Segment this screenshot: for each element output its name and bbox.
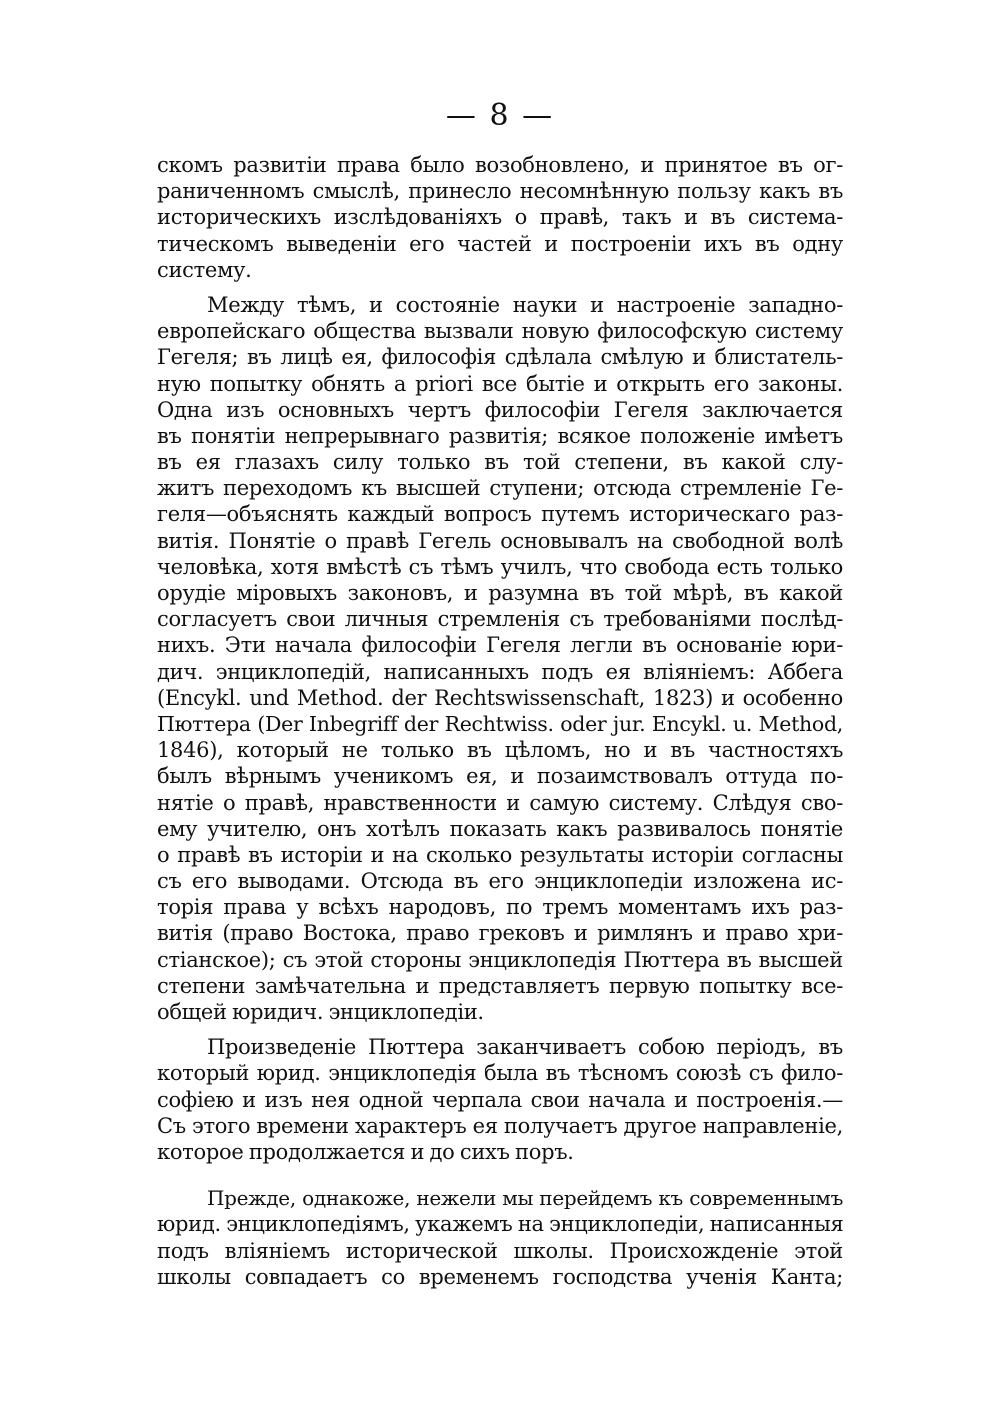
- text-line: согласуетъ свои личныя стремленія съ требованіями послѣд-: [157, 607, 843, 632]
- text-line: витія. Понятіе о правѣ Гегель основывалъ на свободной волѣ: [157, 528, 843, 553]
- paragraph: [157, 152, 843, 283]
- text-line: систему.: [157, 257, 252, 282]
- text-line: съ его выводами. Отсюда въ его энциклопедіи изложена ис-: [157, 869, 843, 894]
- text-line: ему учителю, онъ хотѣлъ показать какъ развивалось понятіе: [157, 816, 843, 841]
- text-line: дич. энциклопедій, написанныхъ подъ ея вліяніемъ: Аббега: [157, 659, 843, 684]
- text-line: 1846), который не только въ цѣломъ, но и въ частностяхъ: [157, 738, 843, 763]
- paragraph-gap: [157, 1025, 843, 1034]
- paragraph-gap: [157, 283, 843, 292]
- text-line: скомъ развитіи права было возобновлено, и принятое въ ог-: [157, 153, 843, 177]
- text-line: подъ вліяніемъ исторической школы. Происхожденіе этой: [157, 1238, 843, 1263]
- text-line: Произведеніе Пюттера заканчиваетъ собою періодъ, въ: [207, 1035, 843, 1060]
- text-line: Между тѣмъ, и состояніе науки и настроеніе западно-: [207, 292, 843, 317]
- text-line: Прежде, однакоже, нежели мы перейдемъ къ современнымъ: [207, 1186, 843, 1211]
- text-line: геля—объяснять каждый вопросъ путемъ историческаго раз-: [157, 502, 843, 527]
- text-line: о правѣ въ исторіи и на сколько результаты исторіи согласны: [157, 842, 843, 867]
- text-line: нятіе о правѣ, нравственности и самую систему. Слѣдуя сво-: [157, 790, 843, 815]
- text-line: софіею и изъ нея одной черпала свои начала и построенія.—: [157, 1087, 843, 1112]
- text-line: человѣка, хотя вмѣстѣ съ тѣмъ училъ, что свобода есть только: [157, 554, 843, 579]
- text-line: въ понятіи непрерывнаго развитія; всякое положеніе имѣетъ: [157, 423, 843, 448]
- text-line: стіанское); съ этой стороны энциклопедія Пюттера въ высшей: [157, 947, 843, 972]
- text-line: тическомъ выведеніи его частей и построеніи ихъ въ одну: [157, 231, 843, 256]
- paragraph-gap: [157, 1165, 843, 1185]
- text-line: торія права у всѣхъ народовъ, по тремъ моментамъ ихъ раз-: [157, 895, 843, 920]
- text-line: школы совпадаетъ со временемъ господства ученія Канта;: [157, 1264, 843, 1289]
- text-line: витія (право Востока, право грековъ и римлянъ и право хри-: [157, 921, 843, 946]
- text-line: юрид. энциклопедіямъ, укажемъ на энциклопедіи, написанныя: [157, 1212, 844, 1237]
- text-line: раниченномъ смыслѣ, принесло несомнѣнную пользу какъ въ: [157, 179, 843, 204]
- text-line: который юрид. энциклопедія была въ тѣсномъ союзѣ съ фило-: [157, 1061, 843, 1086]
- text-line: нихъ. Эти начала философіи Гегеля легли въ основаніе юри-: [157, 633, 843, 658]
- text-line: Гегеля; въ лицѣ ея, философія сдѣлала смѣлую и блистатель-: [157, 345, 843, 370]
- text-line: (Encykl. und Method. der Rechtswissenschaft, 1823) и особенно: [157, 685, 843, 710]
- paragraph: [157, 292, 843, 1025]
- text-line: Одна изъ основныхъ чертъ философіи Гегеля заключается: [157, 397, 843, 422]
- text-line: степени замѣчательна и представляетъ первую попытку все-: [157, 973, 843, 998]
- text-line: орудіе міровыхъ законовъ, и разумна въ той мѣрѣ, въ какой: [157, 581, 843, 605]
- text-line: ную попытку обнять a priori все бытіе и открыть его законы.: [157, 371, 843, 396]
- text-line: былъ вѣрнымъ ученикомъ ея, и позаимствовалъ оттуда по-: [157, 764, 843, 789]
- text-line: житъ переходомъ къ высшей ступени; отсюда стремленіе Ге-: [157, 476, 843, 501]
- body-text: [157, 152, 843, 1290]
- text-line: историческихъ изслѣдованіяхъ о правѣ, такъ и въ система-: [157, 205, 843, 230]
- paragraph: [157, 1185, 843, 1290]
- text-line: европейскаго общества вызвали новую философскую систему: [157, 319, 843, 344]
- text-line: общей юридич. энциклопедіи.: [157, 1000, 484, 1024]
- text-line: Съ этого времени характеръ ея получаетъ другое направленіе,: [157, 1113, 843, 1138]
- text-line: Пюттера (Der Inbegriff der Rechtwiss. oder jur. Encykl. u. Method,: [157, 711, 843, 736]
- text-line: въ ея глазахъ силу только въ той степени, въ какой слу-: [157, 450, 843, 475]
- paragraph: [157, 1034, 843, 1165]
- page-number: — 8 —: [445, 98, 555, 133]
- text-line: которое продолжается и до сихъ поръ.: [157, 1139, 574, 1164]
